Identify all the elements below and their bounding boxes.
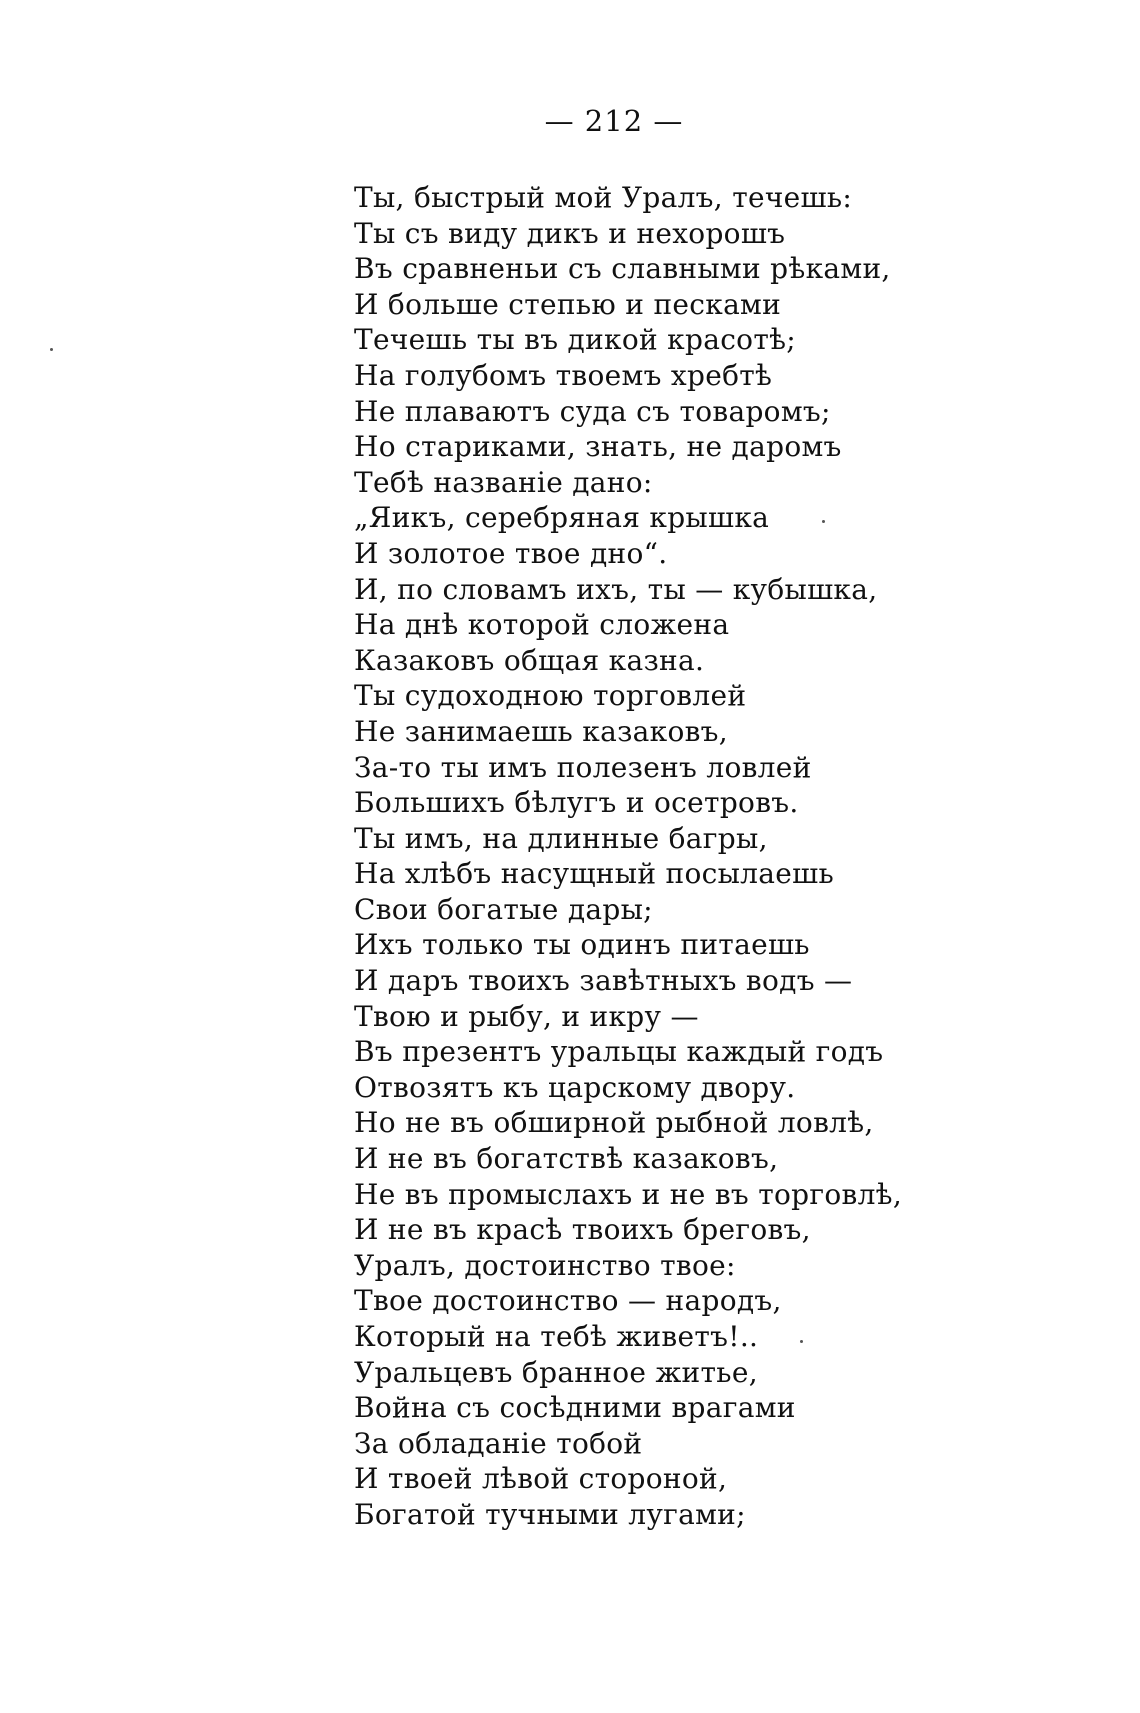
poem-line: Большихъ бѣлугъ и осетровъ. <box>354 786 799 820</box>
page-number: — 212 — <box>544 104 684 138</box>
poem-line: Уральцевъ бранное житье, <box>354 1355 758 1389</box>
poem-line: Не въ промыслахъ и не въ торговлѣ, <box>354 1177 903 1211</box>
poem-line: Въ сравненьи съ славными рѣками, <box>354 252 891 286</box>
poem-line: Казаковъ общая казна. <box>354 643 705 677</box>
poem-line: Не занимаешь казаковъ, <box>354 714 728 748</box>
poem-line: Ты, быстрый мой Уралъ, течешь: <box>354 181 853 214</box>
poem-line: Ты судоходною торговлей <box>354 679 747 713</box>
poem-line: Ты съ виду дикъ и нехорошъ <box>354 216 786 250</box>
poem-line: Но не въ обширной рыбной ловлѣ, <box>354 1106 874 1140</box>
poem-line: И золотое твое дно“. <box>354 536 668 570</box>
poem-line: Отвозятъ къ царскому двору. <box>354 1070 796 1104</box>
poem-line: Война съ сосѣдними врагами <box>354 1391 796 1425</box>
poem-line: Уралъ, достоинство твое: <box>354 1248 736 1282</box>
poem-line: Богатой тучными лугами; <box>354 1497 746 1531</box>
poem-line: Не плаваютъ суда съ товаромъ; <box>354 394 831 428</box>
poem-line: Тебѣ названіе дано: <box>354 465 653 499</box>
poem-line: Но стариками, знать, не даромъ <box>354 430 842 464</box>
poem-text <box>354 180 902 1533</box>
poem-line: За обладаніе тобой <box>354 1426 643 1460</box>
poem-line: За-то ты имъ полезенъ ловлей <box>354 750 812 784</box>
poem-line: И даръ твоихъ завѣтныхъ водъ — <box>354 964 853 998</box>
poem-line: „Яикъ, серебряная крышка <box>354 501 770 535</box>
poem-line: Который на тебѣ живетъ!.. <box>354 1320 759 1353</box>
poem-line: Въ презентъ уральцы каждый годъ <box>354 1035 884 1069</box>
poem-line: Свои богатые дары; <box>354 892 653 926</box>
poem-line: На хлѣбъ насущный посылаешь <box>354 857 835 891</box>
poem-line: Твое достоинство — народъ, <box>354 1284 782 1318</box>
poem-line: Твою и рыбу, и икру — <box>354 999 699 1033</box>
poem-line: Ихъ только ты одинъ питаешь <box>354 928 810 962</box>
scan-speck <box>822 520 825 523</box>
poem-line: И, по словамъ ихъ, ты — кубышка, <box>354 572 878 606</box>
scan-speck <box>50 348 53 351</box>
poem-line: И не въ красѣ твоихъ бреговъ, <box>354 1213 811 1247</box>
poem-line: И твоей лѣвой стороной, <box>354 1462 728 1496</box>
scan-speck <box>800 1340 803 1343</box>
poem-line: И не въ богатствѣ казаковъ, <box>354 1142 779 1176</box>
poem-line: И больше степью и песками <box>354 287 782 321</box>
poem-line: Ты имъ, на длинные багры, <box>354 821 768 855</box>
poem-line: На голубомъ твоемъ хребтѣ <box>354 358 773 392</box>
poem-line: Течешь ты въ дикой красотѣ; <box>354 323 797 357</box>
poem-line: На днѣ которой сложена <box>354 608 730 642</box>
